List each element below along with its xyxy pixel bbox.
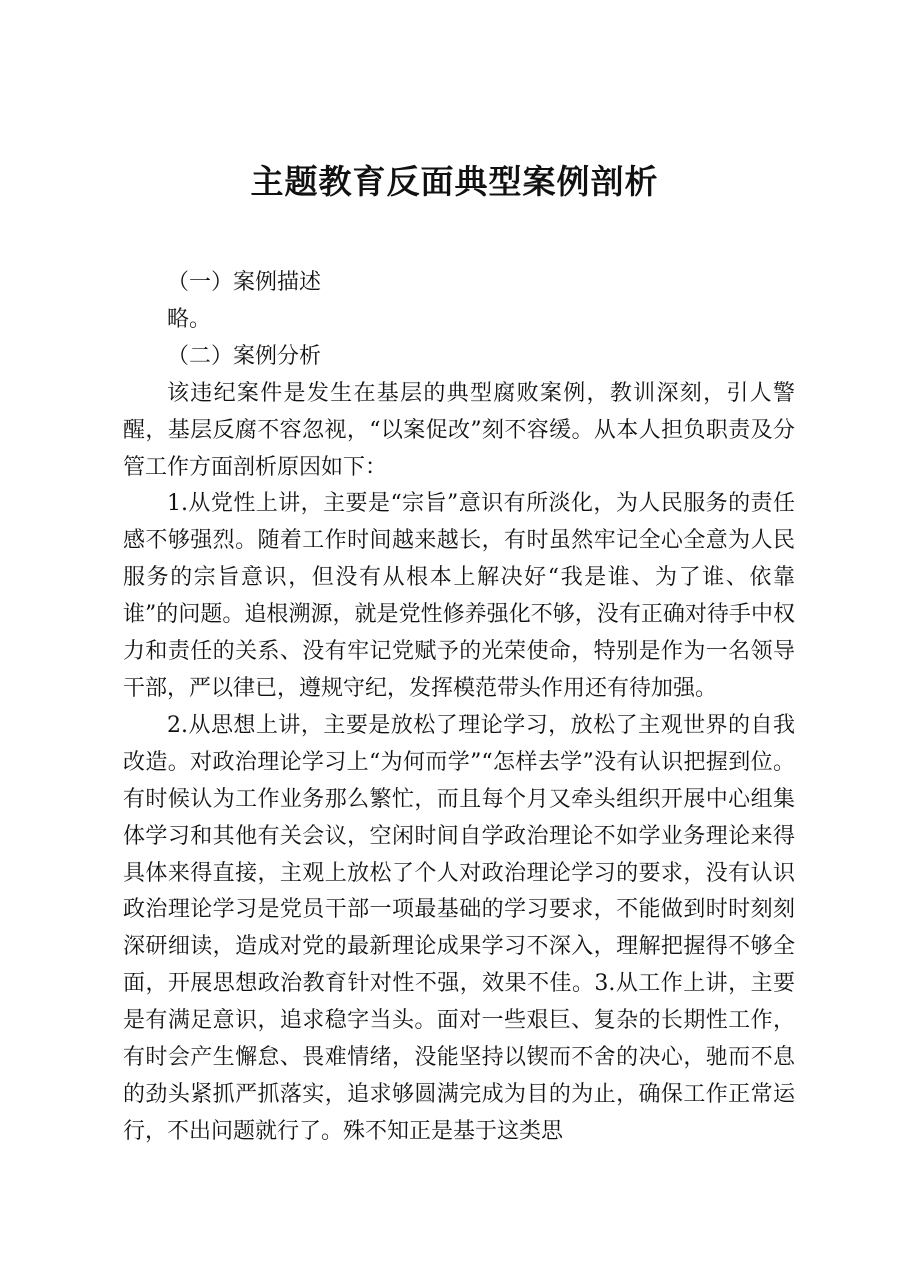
- document-title: 主题教育反面典型案例剖析: [250, 162, 659, 201]
- paragraph-intro: 该违纪案件是发生在基层的典型腐败案例，教训深刻，引人警醒，基层反腐不容忽视，“以案促改”刻不容缓。从本人担负职责及分管工作方面剖析原因如下：: [123, 380, 795, 480]
- section-heading-case-description: （一）案例描述: [167, 270, 322, 295]
- document-body: [123, 265, 795, 1151]
- paragraph-omitted: 略。: [167, 306, 212, 332]
- paragraph-point-2-3: 2.从思想上讲，主要是放松了理论学习，放松了主观世界的自我改造。对政治理论学习上“为何而学”“怎样去学”没有认识把握到位。有时候认为工作业务那么繁忙，而且每个月又牵头组织开展中心组集体学习和其他有关会议，空闲时间自学政治理论不如学业务理论来得具体来得直接，主观上放松了个人对政治理论学习的要求，没有认识政治理论学习是党员干部一项最基础的学习要求，不能做到时时刻刻深研细读，造成对党的最新理论成果学习不深入，理解把握得不够全面，开展思想政治教育针对性不强，效果不佳。3.从工作上讲，主要是有满足意识，追求稳字当头。面对一些艰巨、复杂的长期性工作，有时会产生懈怠、畏难情绪，没能坚持以锲而不舍的决心，驰而不息的劲头紧抓严抓落实，追求够圆满完成为目的为止，确保工作正常运行，不出问题就行了。殊不知正是基于这类思: [123, 712, 795, 1144]
- section-heading-case-analysis: （二）案例分析: [167, 343, 322, 369]
- paragraph-point-1: 1.从党性上讲，主要是“宗旨”意识有所淡化，为人民服务的责任感不够强烈。随着工作时间越来越长，有时虽然牢记全心全意为人民服务的宗旨意识，但没有从根本上解决好“我是谁、为了谁、依靠谁”的问题。追根溯源，就是党性修养强化不够，没有正确对待手中权力和责任的关系、没有牢记党赋予的光荣使命，特别是作为一名领导干部，严以律已，遵规守纪，发挥模范带头作用还有待加强。: [123, 491, 795, 701]
